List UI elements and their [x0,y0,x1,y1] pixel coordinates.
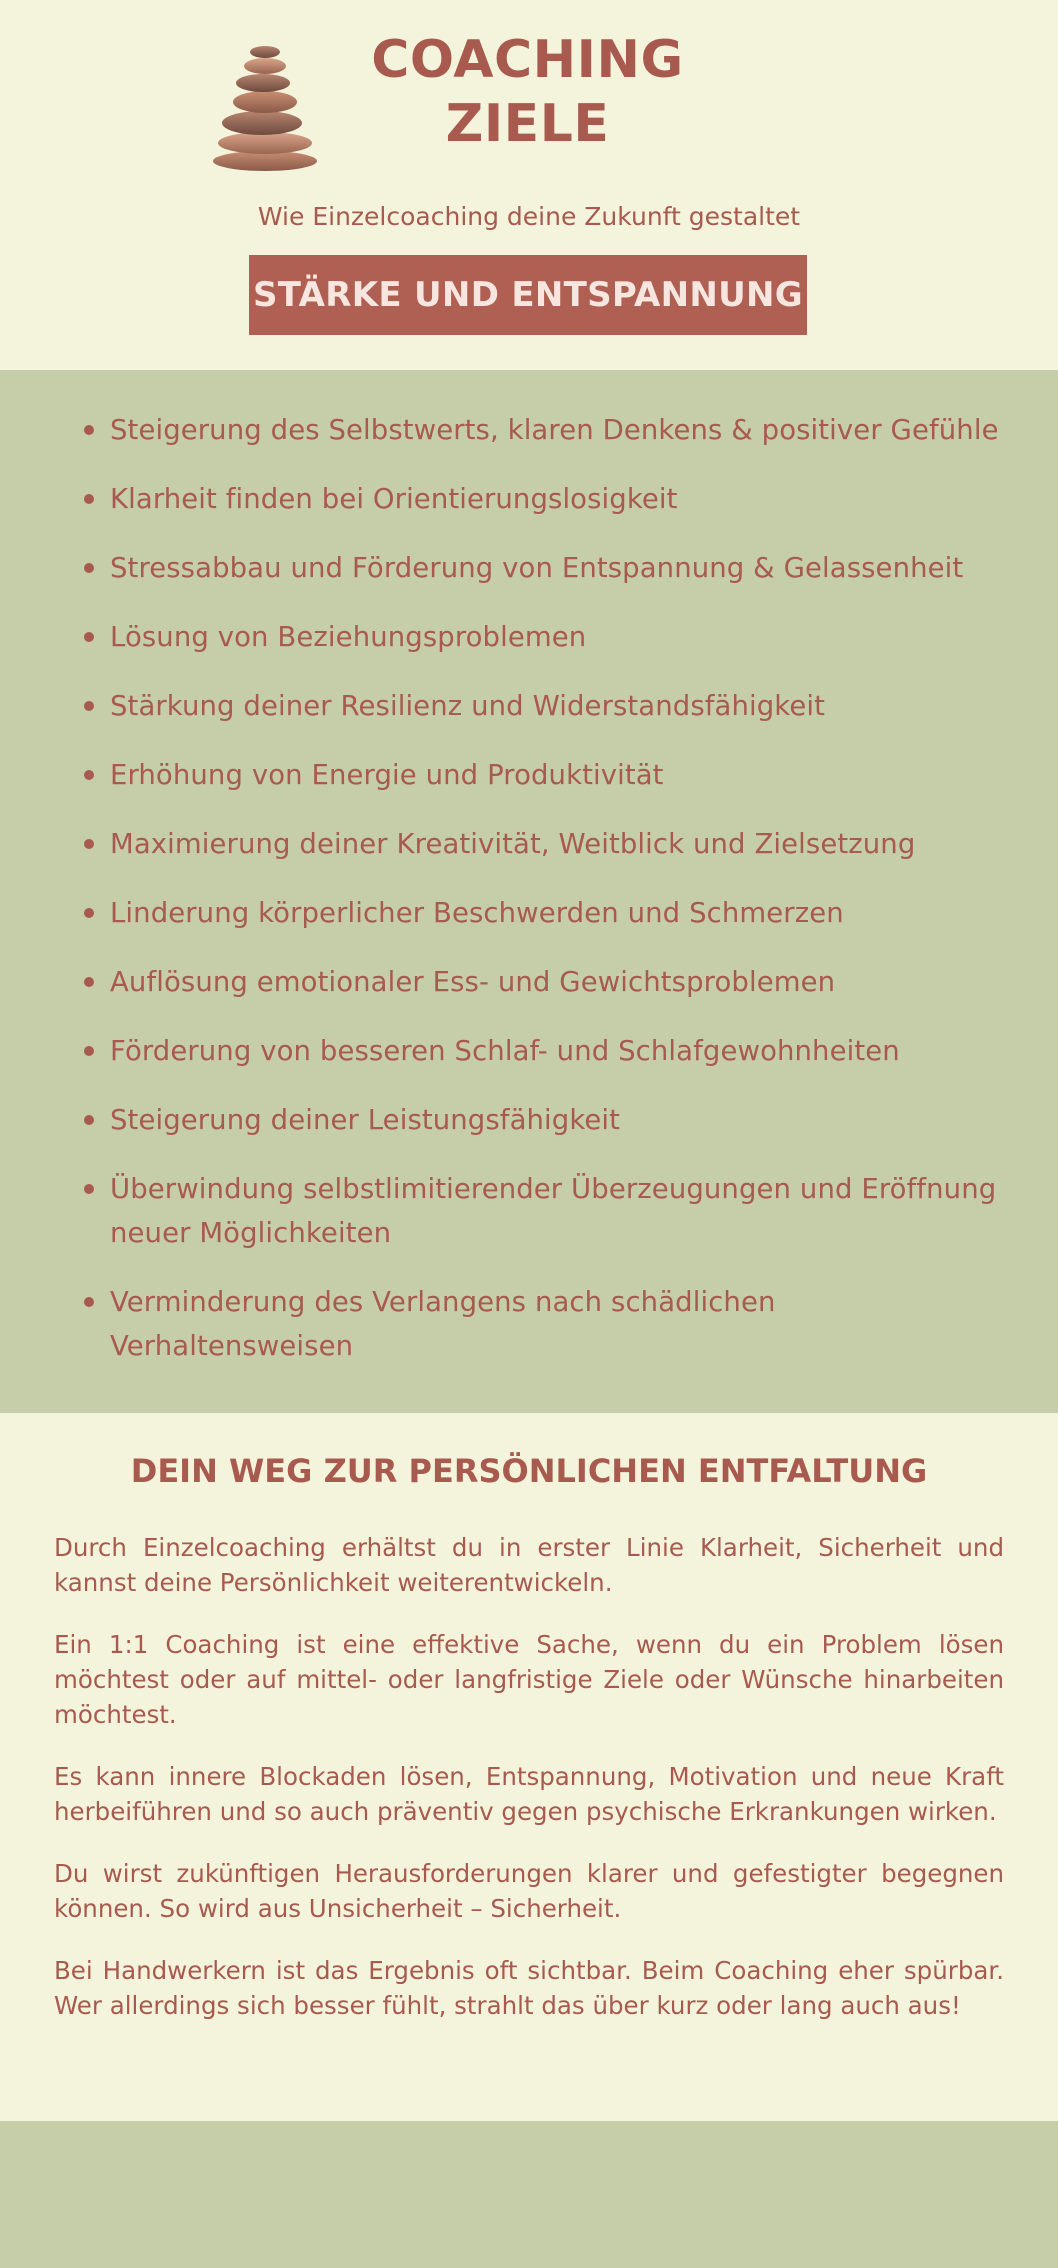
title-line-1: COACHING [371,30,684,90]
list-item [0,753,1058,797]
bullet-icon [84,977,94,987]
list-item-text: Klarheit finden bei Orientierungslosigkeit [110,483,678,515]
list-item-text: Erhöhung von Energie und Produktivität [110,759,664,791]
bullet-icon [84,770,94,780]
list-item [0,477,1058,521]
list-item-text: Überwindung selbstlimitierender Überzeugungen und Eröffnung neuer Möglichkeiten [110,1173,997,1249]
list-item-text: Lösung von Beziehungsproblemen [110,621,587,653]
bullet-icon [84,908,94,918]
benefits-section [0,370,1058,1413]
list-item [0,1029,1058,1073]
bullet-icon [84,494,94,504]
list-item-text: Maximierung deiner Kreativität, Weitblick und Zielsetzung [110,828,916,860]
bullet-icon [84,563,94,573]
paragraph-group [54,1530,1004,2050]
paragraph: Es kann innere Blockaden lösen, Entspannung, Motivation und neue Kraft herbeiführen und so auch präventiv gegen psychische Erkrankungen wirken. [54,1762,1004,1826]
bullet-icon [84,1297,94,1307]
paragraph: Du wirst zukünftigen Herausforderungen klarer und gefestigter begegnen können. So wird aus Unsicherheit – Sicherheit. [54,1859,1004,1923]
list-item [0,960,1058,1004]
list-item-text: Verminderung des Verlangens nach schädlichen Verhaltensweisen [110,1286,776,1362]
page-title [330,28,725,156]
paragraph: Durch Einzelcoaching erhältst du in erster Linie Klarheit, Sicherheit und kannst deine Persönlichkeit weiterentwickeln. [54,1533,1004,1597]
list-item [0,891,1058,935]
list-item [0,408,1058,452]
header-section [0,0,1058,370]
bullet-icon [84,1184,94,1194]
bullet-icon [84,1046,94,1056]
story-section [0,1413,1058,2121]
list-item [0,546,1058,590]
list-item [0,684,1058,728]
banner-heading: STÄRKE UND ENTSPANNUNG [249,255,807,335]
list-item [0,1280,1058,1368]
bullet-icon [84,632,94,642]
title-line-2: ZIELE [445,94,610,154]
paragraph: Ein 1:1 Coaching ist eine effektive Sache, wenn du ein Problem lösen möchtest oder auf mittel- oder langfristige Ziele oder Wünsche hinarbeiten möchtest. [54,1630,1004,1729]
list-item-text: Stressabbau und Förderung von Entspannung & Gelassenheit [110,552,964,584]
bullet-icon [84,839,94,849]
list-item-text: Steigerung des Selbstwerts, klaren Denkens & positiver Gefühle [110,414,999,446]
page-subtitle: Wie Einzelcoaching deine Zukunft gestaltet [257,202,801,231]
list-item [0,822,1058,866]
list-item [0,1098,1058,1142]
list-item-text: Linderung körperlicher Beschwerden und Schmerzen [110,897,844,929]
paragraph: Bei Handwerkern ist das Ergebnis oft sichtbar. Beim Coaching eher spürbar. Wer allerdings sich besser fühlt, strahlt das über kurz oder lang auch aus! [54,1956,1004,2020]
section-heading: DEIN WEG ZUR PERSÖNLICHEN ENTFALTUNG [130,1452,928,1490]
bullet-icon [84,701,94,711]
list-item-text: Auflösung emotionaler Ess- und Gewichtsproblemen [110,966,836,998]
bullet-icon [84,1115,94,1125]
list-item [0,1167,1058,1255]
list-item-text: Stärkung deiner Resilienz und Widerstandsfähigkeit [110,690,825,722]
list-item-text: Steigerung deiner Leistungsfähigkeit [110,1104,621,1136]
benefit-list [0,408,1058,1393]
list-item [0,615,1058,659]
bullet-icon [84,425,94,435]
list-item-text: Förderung von besseren Schlaf- und Schlafgewohnheiten [110,1035,900,1067]
stacked-stones-icon [205,38,325,173]
footer-band [0,2121,1058,2268]
